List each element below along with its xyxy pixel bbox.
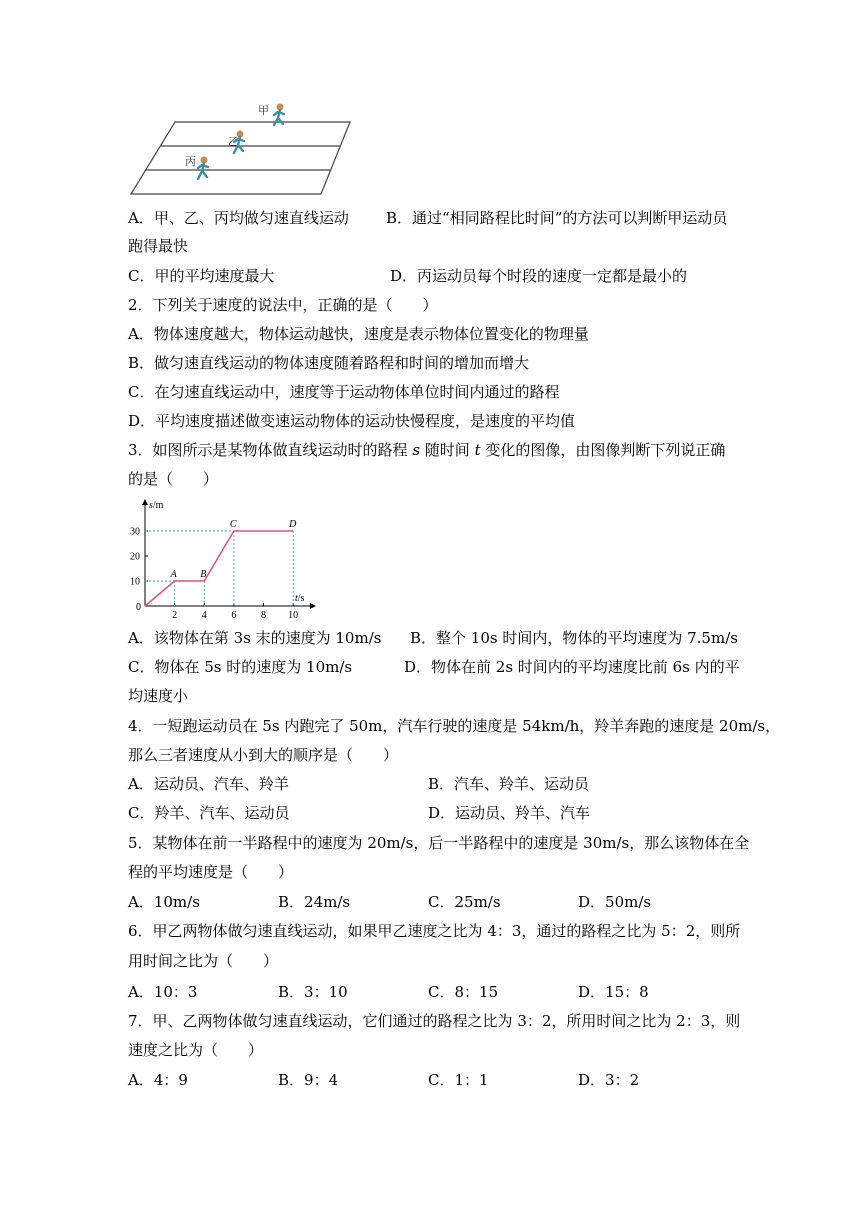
q3-option-d-cont: 均速度小	[128, 687, 189, 705]
running-track-figure	[128, 100, 358, 198]
q3-option-d: D．物体在前 2s 时间内的平均速度比前 6s 内的平	[404, 658, 740, 676]
q5-option-d: D．50m/s	[578, 893, 652, 911]
q7-stem: 7．甲、乙两物体做匀速直线运动，它们通过的路程之比为 3：2，所用时间之比为 2：3，则	[128, 1012, 741, 1030]
q3-stem-pre: 3．如图所示是某物体做直线运动时的路程	[128, 441, 413, 459]
q1-option-c: C．甲的平均速度最大	[128, 267, 275, 285]
point-label-A: A	[170, 569, 177, 580]
q3-option-b: B．整个 10s 时间内，物体的平均速度为 7.5m/s	[410, 629, 738, 647]
runner-bing	[185, 155, 208, 179]
q5-stem-line2: 程的平均速度是（ ）	[128, 863, 294, 881]
q6-option-a: A．10：3	[128, 983, 198, 1001]
q3-stem-mid: 随时间	[420, 441, 475, 459]
q7-stem-line2: 速度之比为（ ）	[128, 1041, 264, 1059]
q5-stem: 5．某物体在前一半路程中的速度为 20m/s，后一半路程中的速度是 30m/s，那么该物体在全	[128, 834, 750, 852]
q2-option-b: B．做匀速直线运动的物体速度随着路程和时间的增加而增大	[128, 354, 530, 372]
q3-stem-post: 变化的图像，由图像判断下列说正确	[480, 441, 726, 459]
x-tick-label-2: 2	[172, 610, 178, 621]
q1-option-b-cont: 跑得最快	[128, 237, 189, 255]
q2-stem: 2．下列关于速度的说法中，正确的是（ ）	[128, 296, 438, 314]
q6-option-c: C．8：15	[428, 983, 499, 1001]
q6-stem-line2: 用时间之比为（ ）	[128, 952, 279, 970]
x-tick-label-6: 6	[231, 610, 237, 621]
q6-option-b: B．3：10	[278, 983, 348, 1001]
runner-label-jia: 甲	[258, 105, 269, 117]
q4-option-c: C．羚羊、汽车、运动员	[128, 804, 290, 822]
series-line	[145, 531, 293, 606]
q4-stem-line2: 那么三者速度从小到大的顺序是（ ）	[128, 746, 399, 764]
q3-stem-line2: 的是（ ）	[128, 470, 219, 488]
q1-option-a: A．甲、乙、丙均做匀速直线运动	[128, 209, 349, 227]
q2-option-c: C．在匀速直线运动中，速度等于运动物体单位时间内通过的路程	[128, 383, 560, 401]
s-t-chart	[128, 498, 318, 623]
y-axis-label: s/m	[149, 500, 164, 511]
q4-option-a: A．运动员、汽车、羚羊	[128, 775, 289, 793]
x-tick-label-8: 8	[261, 610, 267, 621]
q2-option-a: A．物体速度越大，物体运动越快，速度是表示物体位置变化的物理量	[128, 325, 589, 343]
q7-option-b: B．9：4	[278, 1071, 339, 1089]
q5-option-c: C．25m/s	[428, 893, 501, 911]
q4-option-d: D．运动员、羚羊、汽车	[428, 804, 591, 822]
x-axis-label: t/s	[295, 593, 305, 604]
runner-label-bing: 丙	[185, 156, 196, 168]
point-label-B: B	[200, 569, 207, 580]
runner-yi	[228, 131, 244, 154]
q4-option-b: B．汽车、羚羊、运动员	[428, 775, 590, 793]
q2-option-d: D．平均速度描述做变速运动物体的运动快慢程度，是速度的平均值	[128, 412, 576, 430]
q7-option-c: C．1：1	[428, 1071, 489, 1089]
x-tick-label-10: 10	[288, 610, 299, 621]
q3-option-c: C．物体在 5s 时的速度为 10m/s	[128, 658, 353, 676]
q7-option-a: A．4：9	[128, 1071, 188, 1089]
q3-option-a: A．该物体在第 3s 末的速度为 10m/s	[128, 629, 382, 647]
q3-stem-t: t	[474, 441, 481, 459]
point-label-C: C	[229, 519, 237, 530]
q5-option-a: A．10m/s	[128, 893, 200, 911]
q3-stem-s: s	[412, 441, 421, 459]
q3-stem	[128, 440, 725, 460]
q1-option-d: D．丙运动员每个时段的速度一定都是最小的	[390, 267, 688, 285]
y-tick-label-20: 20	[130, 551, 140, 563]
x-tick-label-4: 4	[201, 610, 207, 621]
origin-label: 0	[136, 602, 141, 613]
q1-option-b: B．通过“相同路程比时间”的方法可以判断甲运动员	[386, 209, 728, 227]
runner-label-yi: 乙	[228, 136, 239, 148]
q5-option-b: B．24m/s	[278, 893, 351, 911]
y-tick-label-10: 10	[130, 576, 140, 588]
y-tick-label-30: 30	[130, 526, 140, 538]
q6-stem: 6．甲乙两物体做匀速直线运动，如果甲乙速度之比为 4：3，通过的路程之比为 5：2，则所	[128, 922, 741, 940]
q4-stem: 4．一短跑运动员在 5s 内跑完了 50m，汽车行驶的速度是 54km/h，羚羊奔跑的速度是 20m/s，	[128, 717, 781, 735]
q6-option-d: D．15：8	[578, 983, 649, 1001]
q7-option-d: D．3：2	[578, 1071, 640, 1089]
point-label-D: D	[289, 519, 297, 530]
